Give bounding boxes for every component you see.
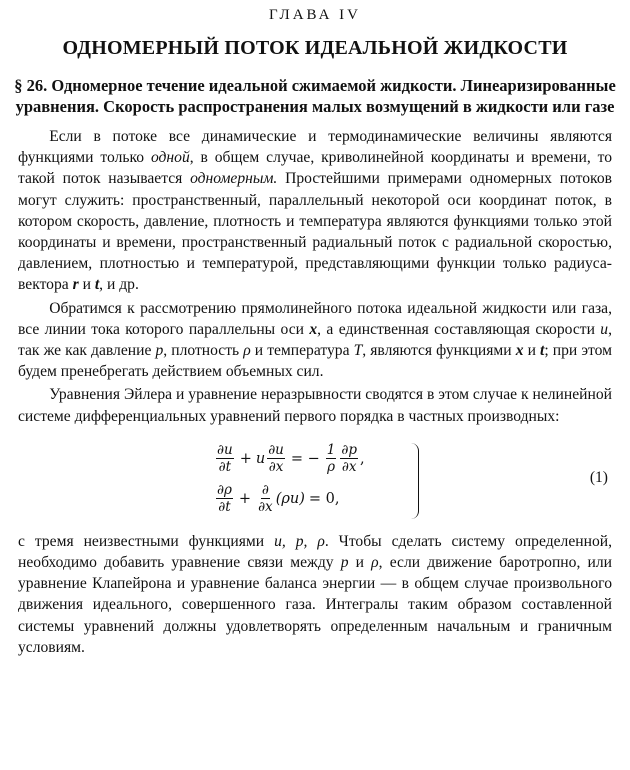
- fraction: [257, 482, 274, 515]
- fraction: [340, 442, 358, 475]
- fraction: [267, 442, 285, 475]
- symbol: t: [540, 342, 545, 360]
- symbol: ρ: [243, 342, 251, 360]
- operator: +: [239, 450, 252, 467]
- text: с тремя неизвестными функциями: [18, 532, 275, 550]
- equation-row-1: [214, 439, 434, 479]
- text: и: [78, 276, 95, 294]
- paragraph-2: [18, 298, 612, 383]
- paragraph-3: Уравнения Эйлера и уравнение неразрывности сводятся в этом случае к нелинейной системе дифференциальных уравнений первого порядка в частных производных:: [18, 386, 612, 425]
- text: , так же как давление: [18, 320, 612, 360]
- symbol: u: [600, 320, 609, 338]
- numerator: ∂u: [268, 442, 284, 459]
- text: Простейшими примерами одномерных потоков могут служить: пространственный, параллельный некоторой оси координат поток, в котором скорость, давление, плотность и температура являются функциями только этой координаты и времени, пространственный радиальный поток с радиальной скоростью, давлением, плотностью и температурой, представляющими функции только радиуса-вектора: [18, 170, 612, 294]
- text: и температура: [250, 342, 354, 360]
- section-heading: § 26. Одномерное течение идеальной сжимаемой жидкости. Линеаризированные уравнения. Скорость распространения малых возмущений в жидкости или газе: [14, 76, 616, 116]
- emphasis: одномерным.: [190, 170, 278, 188]
- numerator: ∂: [261, 482, 269, 499]
- text: и: [348, 554, 372, 572]
- equation-system: [214, 439, 434, 519]
- symbol: u, p, ρ: [274, 532, 325, 550]
- text: , а единственная составляющая скорости: [317, 320, 601, 338]
- right-brace: [408, 443, 419, 519]
- text: ; при этом будем пренебрегать действием объемных сил.: [18, 342, 612, 381]
- symbol: p: [340, 554, 349, 572]
- text: и: [523, 342, 541, 360]
- text: . Чтобы сделать систему определенной, необходимо добавить уравнение связи между: [18, 532, 612, 572]
- operator: = −: [290, 450, 320, 467]
- symbol: T: [353, 342, 363, 360]
- text: , в общем случае, криволинейной координаты и времени, то такой поток называется: [18, 149, 612, 188]
- denominator: ρ: [327, 459, 336, 476]
- punctuation: ,: [360, 450, 365, 467]
- denominator: ∂x: [268, 459, 284, 476]
- symbol: t: [94, 276, 100, 294]
- denominator: ∂t: [218, 499, 231, 516]
- chapter-label: ГЛАВА IV: [268, 7, 362, 23]
- denominator: ∂x: [341, 459, 357, 476]
- equation-row-2: [214, 479, 434, 519]
- emphasis: одной: [150, 149, 190, 167]
- operator: = 0,: [308, 490, 340, 507]
- fraction: [326, 442, 337, 475]
- symbol: x: [515, 342, 524, 360]
- symbol: x: [309, 320, 318, 338]
- paragraph-4: [18, 531, 612, 658]
- operator: +: [238, 490, 252, 507]
- fraction: [216, 442, 234, 475]
- text: Если в потоке все динамические и термодинамические величины являются функциями только: [18, 128, 612, 167]
- paragraph-1: [18, 126, 612, 296]
- equation-number: (1): [589, 468, 608, 486]
- symbol: u: [255, 450, 266, 467]
- numerator: 1: [326, 442, 336, 459]
- text: , плотность: [163, 342, 244, 360]
- text: Обратимся к рассмотрению прямолинейного потока идеальной жидкости или газа, все линии тока которого параллельны оси: [18, 299, 612, 338]
- symbol: r: [72, 276, 79, 294]
- numerator: ∂ρ: [217, 482, 232, 499]
- symbol: p: [155, 342, 164, 360]
- symbol: ρ: [371, 554, 379, 572]
- fraction: [216, 482, 233, 515]
- denominator: ∂x: [258, 499, 273, 516]
- equation-block: [0, 431, 630, 527]
- denominator: ∂t: [218, 459, 232, 476]
- numerator: ∂u: [217, 442, 233, 459]
- text: , являются функциями: [362, 342, 516, 360]
- numerator: ∂p: [341, 442, 358, 459]
- expression: (ρu): [275, 490, 305, 507]
- text: , и др.: [99, 276, 139, 294]
- text: , если движение баротропно, или уравнение Клапейрона и уравнение баланса энергии — в общем случае произвольного движения идеального, совершенного газа. Интегралы таким образом составленной системы уравнений должны удовлетворять определенным начальным и граничным условиям.: [18, 554, 612, 656]
- chapter-title: ОДНОМЕРНЫЙ ПОТОК ИДЕАЛЬНОЙ ЖИДКОСТИ: [62, 37, 568, 59]
